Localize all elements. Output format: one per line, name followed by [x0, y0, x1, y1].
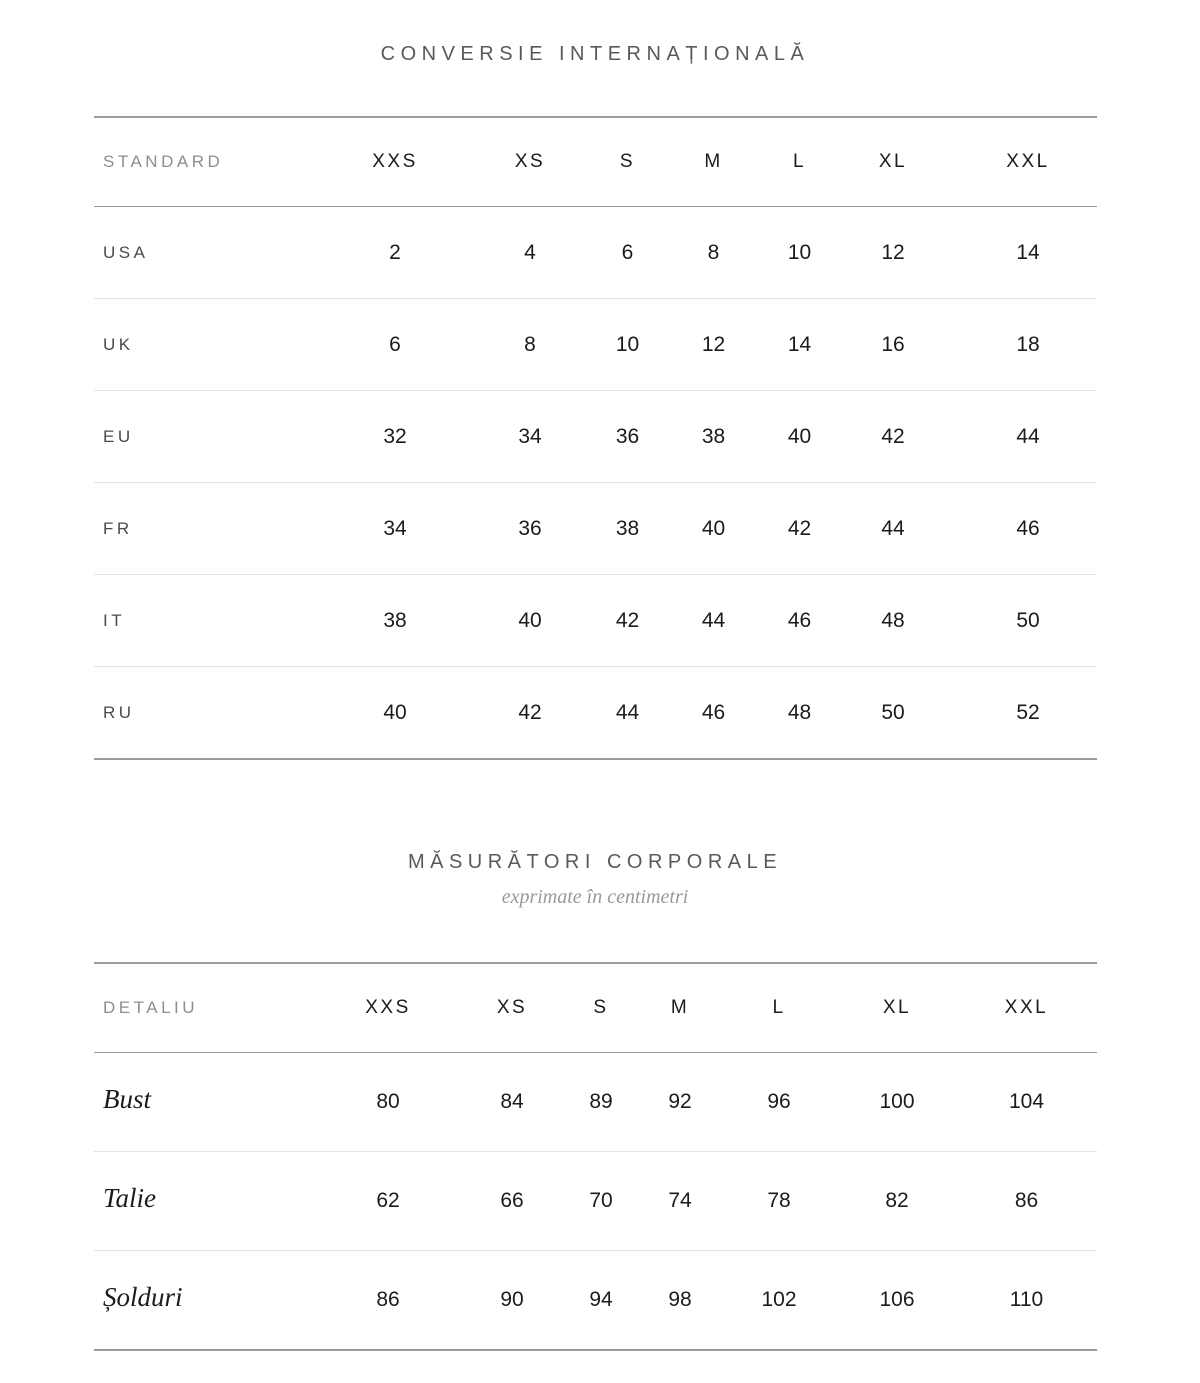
table-cell: 78 [720, 1152, 838, 1251]
table-cell: 14 [959, 207, 1097, 299]
size-header-xs: XS [462, 963, 562, 1053]
size-header-xl: XL [838, 963, 956, 1053]
conversion-title: CONVERSIE INTERNAȚIONALĂ [380, 43, 810, 65]
conversion-row-uk [94, 299, 1097, 391]
table-cell: 102 [720, 1251, 838, 1351]
size-header-xl: XL [827, 117, 959, 207]
conversion-corner-label: STANDARD [94, 117, 330, 207]
table-cell: 36 [460, 483, 600, 575]
table-cell: 46 [655, 667, 772, 760]
size-header-l: L [772, 117, 827, 207]
table-cell: 50 [827, 667, 959, 760]
table-cell: 110 [956, 1251, 1097, 1351]
table-cell: 42 [827, 391, 959, 483]
table-cell: 34 [330, 483, 460, 575]
measurements-row-bust [94, 1053, 1097, 1152]
table-cell: 104 [956, 1053, 1097, 1152]
table-cell: 4 [460, 207, 600, 299]
table-cell: 44 [655, 575, 772, 667]
table-cell: 16 [827, 299, 959, 391]
size-header-s: S [600, 117, 655, 207]
table-cell: 86 [956, 1152, 1097, 1251]
measurements-corner-label: DETALIU [94, 963, 314, 1053]
size-header-xxl: XXL [959, 117, 1097, 207]
table-cell: 94 [562, 1251, 640, 1351]
table-cell: 86 [314, 1251, 462, 1351]
table-cell: 44 [827, 483, 959, 575]
table-cell: 42 [460, 667, 600, 760]
conversion-row-usa [94, 207, 1097, 299]
size-header-m: M [640, 963, 720, 1053]
measurements-subtitle: exprimate în centimetri [501, 886, 689, 908]
conversion-row-eu [94, 391, 1097, 483]
table-cell: 92 [640, 1053, 720, 1152]
table-cell: 38 [655, 391, 772, 483]
table-cell: 80 [314, 1053, 462, 1152]
table-cell: 50 [959, 575, 1097, 667]
table-cell: 82 [838, 1152, 956, 1251]
table-cell: 46 [772, 575, 827, 667]
size-header-xxs: XXS [330, 117, 460, 207]
table-cell: 8 [460, 299, 600, 391]
measurements-header-row [94, 963, 1097, 1053]
row-label: Bust [94, 1053, 314, 1152]
table-cell: 46 [959, 483, 1097, 575]
table-cell: 18 [959, 299, 1097, 391]
table-cell: 52 [959, 667, 1097, 760]
table-cell: 100 [838, 1053, 956, 1152]
table-cell: 6 [600, 207, 655, 299]
table-cell: 90 [462, 1251, 562, 1351]
table-cell: 36 [600, 391, 655, 483]
row-label: FR [94, 483, 330, 575]
table-cell: 84 [462, 1053, 562, 1152]
table-cell: 10 [600, 299, 655, 391]
table-cell: 96 [720, 1053, 838, 1152]
table-cell: 38 [600, 483, 655, 575]
table-cell: 38 [330, 575, 460, 667]
size-header-xs: XS [460, 117, 600, 207]
table-cell: 42 [600, 575, 655, 667]
row-label: RU [94, 667, 330, 760]
table-cell: 48 [827, 575, 959, 667]
table-cell: 40 [460, 575, 600, 667]
conversion-row-fr [94, 483, 1097, 575]
row-label: UK [94, 299, 330, 391]
table-cell: 106 [838, 1251, 956, 1351]
size-header-xxs: XXS [314, 963, 462, 1053]
table-cell: 42 [772, 483, 827, 575]
row-label: Talie [94, 1152, 314, 1251]
conversion-row-ru [94, 667, 1097, 760]
table-cell: 40 [330, 667, 460, 760]
table-cell: 6 [330, 299, 460, 391]
row-label: IT [94, 575, 330, 667]
table-cell: 66 [462, 1152, 562, 1251]
conversion-table [94, 116, 1097, 760]
table-cell: 62 [314, 1152, 462, 1251]
row-label: EU [94, 391, 330, 483]
table-cell: 8 [655, 207, 772, 299]
size-header-l: L [720, 963, 838, 1053]
conversion-header-row [94, 117, 1097, 207]
table-cell: 40 [655, 483, 772, 575]
table-cell: 48 [772, 667, 827, 760]
table-cell: 44 [600, 667, 655, 760]
row-label: USA [94, 207, 330, 299]
table-cell: 2 [330, 207, 460, 299]
table-cell: 10 [772, 207, 827, 299]
measurements-title: MĂSURĂTORI CORPORALE [407, 851, 783, 873]
table-cell: 40 [772, 391, 827, 483]
row-label: Șolduri [94, 1251, 314, 1351]
table-cell: 34 [460, 391, 600, 483]
conversion-row-it [94, 575, 1097, 667]
measurements-table [94, 962, 1097, 1351]
table-cell: 70 [562, 1152, 640, 1251]
table-cell: 74 [640, 1152, 720, 1251]
size-header-xxl: XXL [956, 963, 1097, 1053]
size-header-m: M [655, 117, 772, 207]
table-cell: 14 [772, 299, 827, 391]
table-cell: 12 [655, 299, 772, 391]
table-cell: 44 [959, 391, 1097, 483]
measurements-row-solduri [94, 1251, 1097, 1351]
size-header-s: S [562, 963, 640, 1053]
table-cell: 89 [562, 1053, 640, 1152]
table-cell: 12 [827, 207, 959, 299]
measurements-row-talie [94, 1152, 1097, 1251]
table-cell: 32 [330, 391, 460, 483]
table-cell: 98 [640, 1251, 720, 1351]
